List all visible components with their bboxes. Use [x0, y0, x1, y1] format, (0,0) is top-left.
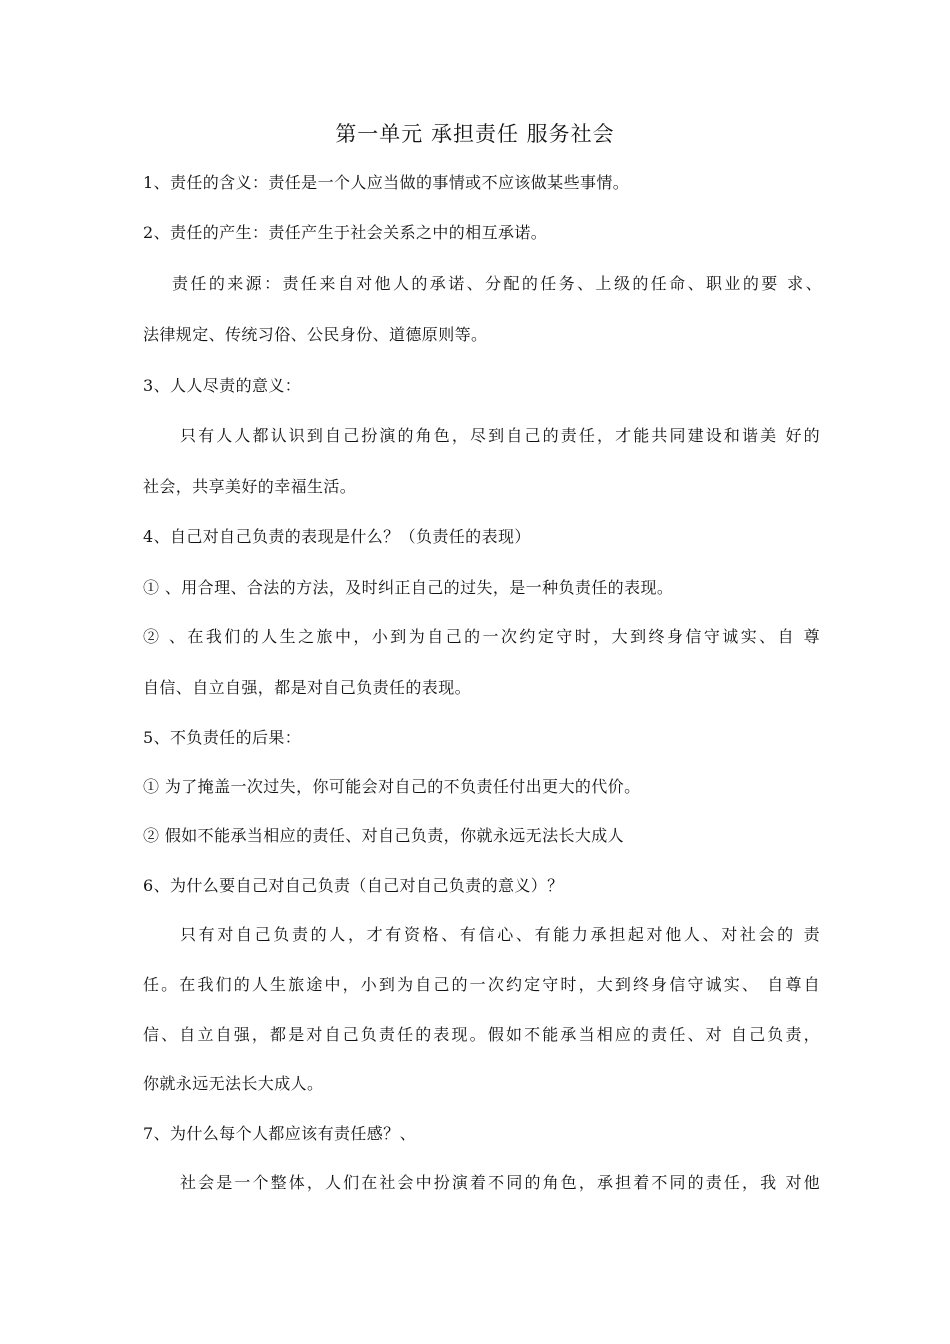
- text-line: 法律规定、传统习俗、公民身份、道德原则等。: [143, 325, 488, 344]
- text-line: 你就永远无法长大成人。: [143, 1074, 324, 1093]
- text-line: 信、自立自强，都是对自己负责任的表现。假如不能承当相应的责任、对 自己负责，: [143, 1025, 820, 1044]
- text-line: 6、为什么要自己对自己负责（自己对自己负责的意义）？: [143, 876, 564, 895]
- text-line: 1、责任的含义：责任是一个人应当做的事情或不应该做某些事情。: [143, 173, 630, 192]
- text-line: 3、人人尽责的意义：: [143, 376, 302, 395]
- text-line: ① 为了掩盖一次过失，你可能会对自己的不负责任付出更大的代价。: [143, 777, 641, 796]
- text-line: 2、责任的产生：责任产生于社会关系之中的相互承诺。: [143, 223, 548, 242]
- document-title: 第一单元 承担责任 服务社会: [335, 122, 615, 146]
- text-line: ② 、在我们的人生之旅中，小到为自己的一次约定守时，大到终身信守诚实、自 尊: [143, 627, 820, 646]
- text-line: 自信、自立自强，都是对自己负责任的表现。: [143, 678, 472, 697]
- text-line: 只有人人都认识到自己扮演的角色，尽到自己的责任，才能共同建设和谐美 好的: [180, 426, 820, 445]
- text-line: 责任的来源：责任来自对他人的承诺、分配的任务、上级的任命、职业的要 求、: [172, 274, 822, 293]
- text-line: 只有对自己负责的人，才有资格、有信心、有能力承担起对他人、对社会的 责: [180, 925, 820, 944]
- text-line: 社会是一个整体，人们在社会中扮演着不同的角色，承担着不同的责任，我 对他: [180, 1173, 820, 1192]
- text-line: 5、不负责任的后果：: [143, 728, 302, 747]
- text-line: 7、为什么每个人都应该有责任感？、: [143, 1124, 416, 1143]
- text-line: ① 、用合理、合法的方法，及时纠正自己的过失，是一种负责任的表现。: [143, 578, 674, 597]
- text-line: 社会，共享美好的幸福生活。: [143, 477, 357, 496]
- text-line: ② 假如不能承当相应的责任、对自己负责，你就永远无法长大成人: [143, 826, 625, 845]
- text-line: 4、自己对自己负责的表现是什么？（负责任的表现）: [143, 527, 531, 546]
- text-line: 任。在我们的人生旅途中，小到为自己的一次约定守时，大到终身信守诚实、 自尊自: [143, 975, 820, 994]
